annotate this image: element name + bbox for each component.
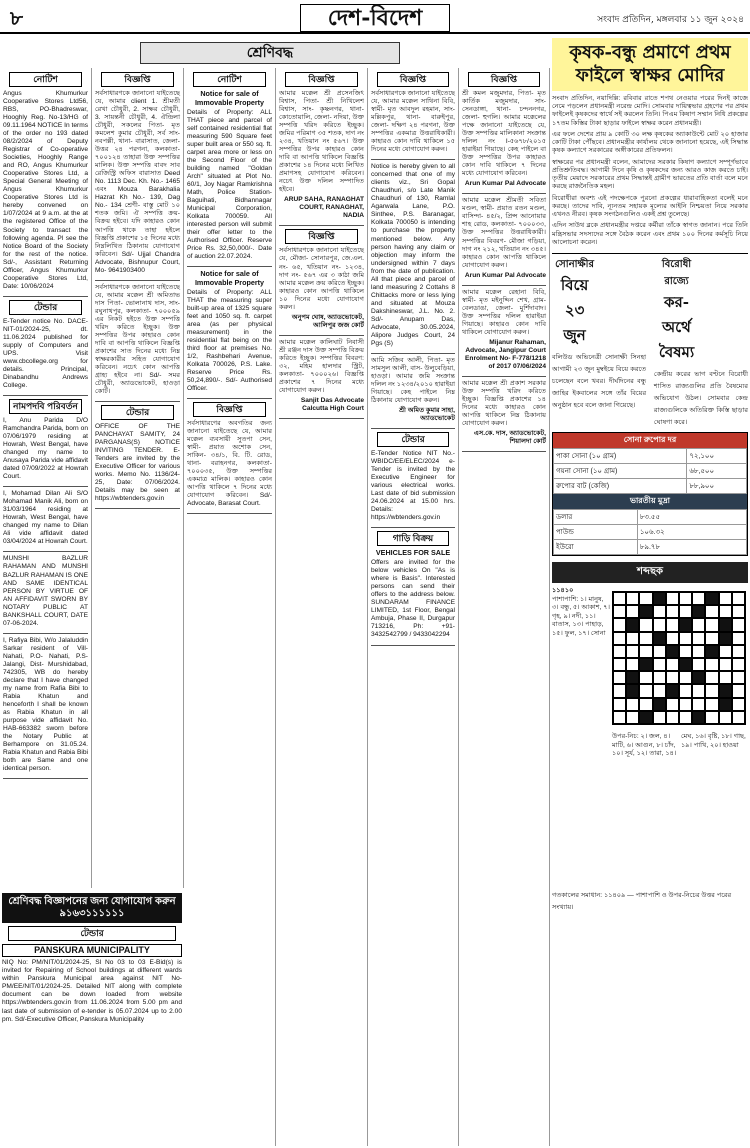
panskura-tender-body: NIQ No: PM/NIT/01/2024-25, Sl No 03 to 03 E-Bid(s) is invited for Repairing of School buildings at different wards within Panskura Municipal area against NIT No-PM/EE/NIT/01/2024-25. Detailed NIT along with complete document can be down loaded from website https://wbtenders.gov.in from 11.06.2024 from 5.00 pm and last date of submission of e-tender is 05.07.2024 up to 2.00 pm. Sd/-Executive Officer, Panskura Municipality — [2, 959, 182, 1023]
crossword-cell[interactable] — [679, 711, 692, 724]
crossword-cell[interactable] — [692, 684, 705, 697]
news-column — [552, 38, 748, 1146]
announcement-label-2: বিজ্ঞপ্তি — [193, 402, 266, 417]
crossword-cell[interactable] — [626, 658, 639, 671]
crossword-cell[interactable] — [705, 618, 718, 631]
crossword-cell[interactable] — [653, 711, 666, 724]
crossword-cell[interactable] — [719, 605, 732, 618]
name-change-2: I, Mohamad Dilan Ali S/O Mohamad Manik Ali, born on 31/03/1964 residing at Howrah, West Bengal, have changed my name to Dilan Ali vide affidavit dated 03/04/2024 at Howrah Court. — [3, 490, 88, 552]
column-6 — [459, 68, 550, 1146]
announcement-2: সর্বসাধারণকে জানানো যাইতেছে যে, আমার মক্কেল শ্রী অমিতাভ দাস পিতা- ভোলানাথ দাস, সাং- রঘুনাথপুর, কলকাতা- ৭০০০৫৯ এর নিকট হইতে উক্ত সম্পত্তি খরিদ করিতে ইচ্ছুক। উক্ত সম্পত্তির উপর কাহারও কোন দাবি বা আপত্তি থাকিলে বিজ্ঞপ্তি প্রকাশের সাত দিনের মধ্যে নিম্ন স্বাক্ষরকারীর সহিত যোগাযোগ করিবেন। নচেৎ কোন আপত্তি গ্রাহ্য হইবে না। Sd/- সমর চৌধুরী, অ্যাডভোকেট, হাওড়া কোর্ট। — [95, 284, 180, 402]
crossword-cell[interactable] — [626, 592, 639, 605]
crossword-cell[interactable] — [705, 605, 718, 618]
crossword-cell[interactable] — [732, 592, 745, 605]
crossword-cell[interactable] — [732, 711, 745, 724]
property-sale-notice-2: Notice for sale of Immovable Property Details of Property: ALL THAT the measuring super built-up area of 1325 square feet and 1050 sq. ft. carpet area (as per physical measurement) in the residential flat being on the third floor at premises No. 1/2, Rashbehari Avenue, Kolkata 700026, P.S. Lake. Reserve Price Rs. 50,24,890/-. Sd/- Authorised Officer. — [187, 270, 272, 399]
crossword-cell[interactable] — [653, 645, 666, 658]
column-3 — [184, 68, 276, 1146]
crossword-title: শব্দছক — [552, 562, 748, 583]
crossword-clues-down: উপর-নিচ: ২। জল, ৪। মাটি, ৬। আগুন, ৮। চাঁদ, ১০। সূর্য, ১২। তারা, ১৪। মেঘ, ১৬। বৃষ্টি, ১৮। গাছ, ১৯। পাখি, ২০। হাওয়া — [612, 732, 746, 758]
tender-notice: E-Tender notice No. DACE-NIT-01/2024-25, dt. 11.06.2024 published for supply of Computers and UPS. Visit www.cbcollege.org for details. Principal, Dinabandhu Andrews College. — [3, 318, 88, 396]
crossword-cell[interactable] — [719, 645, 732, 658]
crossword-clues-across: ১১৪১০ পাশাপাশি: ১। মানুষ, ৩। বন্ধু, ৫। আকাশ, ৭। গৃহ, ৯। নদী, ১১। বাতাস, ১৩। পাহাড়, ১৫। ফুল, ১৭। সোনা — [552, 586, 610, 637]
announcement-label-6: বিজ্ঞপ্তি — [468, 72, 540, 87]
crossword-cell — [639, 711, 652, 724]
crossword-cell[interactable] — [653, 671, 666, 684]
classified-contact-banner: শ্রেণিবদ্ধ বিজ্ঞাপনের জন্য যোগাযোগ করুন ৯১৬৩১১১১১১ — [2, 893, 182, 923]
column-4 — [276, 68, 368, 1146]
tender-label-2: টেন্ডার — [101, 405, 174, 420]
crossword-cell[interactable] — [732, 698, 745, 711]
crossword-cell[interactable] — [613, 645, 626, 658]
crossword-cell[interactable] — [666, 671, 679, 684]
sub-story-1: সোনাক্ষীর বিয়ে ২৩ জুন বলিউড অভিনেত্রী সোনাক্ষী সিনহা আগামী ২৩ জুন মুম্বইয়ে বিয়ে করতে চলেছেন বলে খবর। দীর্ঘদিনের বন্ধু জাহির ইকবালের সঙ্গে তাঁর বিয়ের অনুষ্ঠান হবে বলে জানা গিয়েছে। — [552, 258, 647, 409]
name-change-4: I, Rafiya Bibi, W/o Jalaluddin Sarkar resident of Vill- Nahati, P.O- Nahati, P.S- Jalangi, Dist- Murshidabad, 742305, WB do hereby declare that I have changed my name from Rafia Bibi to Rabia Khatun and henceforth I shall be known as Rabia Khatun in all purpose vide affidavit No. HAB-663382 sworn before the Notary Public at Berhampore on 31.05.24. Rabia Khatun and Rabia Bibi both are Same and one identical person. — [3, 637, 88, 780]
panskura-municipality-title: PANSKURA MUNICIPALITY — [2, 944, 182, 957]
crossword-cell[interactable] — [732, 684, 745, 697]
announcement-label-3: বিজ্ঞপ্তি — [285, 72, 358, 87]
notice-label: নোটিশ — [9, 72, 82, 87]
crossword-cell[interactable] — [666, 605, 679, 618]
crossword-cell[interactable] — [639, 592, 652, 605]
crossword-cell[interactable] — [639, 698, 652, 711]
crossword-cell — [719, 684, 732, 697]
announcement-9: আমার মক্কেল শ্রীমতী সবিতা মণ্ডল, স্বামী- প্রয়াত রতন মণ্ডল, বাসিন্দা- ৪৫/২, প্রিন্স আনোয়ার শাহ রোড, কলকাতা- ৭০০০৩৩, উক্ত সম্পত্তির উত্তরাধিকারী। সম্পত্তির বিবরণ- মৌজা গড়িয়া, দাগ নং ২১২, খতিয়ান নং ৩৪৫। কাহারও কোন আপত্তি থাকিলে যোগাযোগ করুন। Arun Kumar Pal Advocate — [462, 197, 546, 285]
crossword-cell[interactable] — [613, 605, 626, 618]
tender-label: টেন্ডার — [9, 300, 82, 315]
crossword-cell[interactable] — [732, 605, 745, 618]
classified-columns — [0, 68, 550, 1146]
crossword-cell[interactable] — [679, 592, 692, 605]
announcement-1: সর্বসাধারণকে জানানো যাইতেছে যে, আমার client 1. শ্রীমতী রেখা চৌধুরী, 2. সাক্ষর চৌধুরী, 3. সায়ন্তনী চৌধুরী, 4. ঐন্দ্রিলা চৌধুরী, সকলের পিতা- মৃত কমলেশ কুমার চৌধুরী, সর্ব সাং- নবপল্লী, থানা- বারাসাত, জেলা- উত্তর ২৪ পরগনা, কলকাতা- ৭০০১২৪ তাহারা উক্ত সম্পত্তির মালিক। উক্ত সম্পত্তি বাবদ সাব রেজিস্ট্রি অফিস বারাসাত Deed No. 1113 Dec. Kh. No.- 1465 এবং Mouza Barakhalia Hazrat Kh No.- 139, Dag No.- 134 শ্রেণী- বাস্তু মোট ১০ শতক জমি। ঐ সম্পত্তি ক্রয়-বিক্রয় হইবে। যদি কাহারও কোন আপত্তি থাকে তাহা হইলে বিজ্ঞপ্তি প্রকাশের ১৫ দিনের মধ্যে নিম্নলিখিত ঠিকানায় যোগাযোগ করিবেন। Sd/- Ujjal Chandra Advocate, Bishnupur Court, Mo- 9641903400 — [95, 90, 180, 281]
lost-document-notice: আমি সজিব আলী, পিতা- মৃত সামসুল আলী, বাস- উলুবেড়িয়া, হাওড়া। আমার জমি সংক্রান্ত দলিল নং ১২৩৪/২০১০ হারাইয়া গিয়াছে। কেহ পাইলে নিম্ন ঠিকানায় যোগাযোগ করুন। শ্রী অমিত কুমার সাহা, অ্যাডভোকেট — [371, 357, 455, 429]
crossword-cell[interactable] — [613, 698, 626, 711]
crossword-cell[interactable] — [705, 671, 718, 684]
vehicle-sale-label: গাড়ি বিক্রয় — [377, 531, 449, 546]
crossword-cell[interactable] — [639, 618, 652, 631]
crossword-cell[interactable] — [679, 645, 692, 658]
crossword-cell[interactable] — [626, 632, 639, 645]
crossword-cell — [666, 645, 679, 658]
crossword-cell[interactable] — [719, 658, 732, 671]
crossword-cell — [705, 592, 718, 605]
crossword-solution: গতকালের সমাধান: ১১৪০৯ — পাশাপাশি ও উপর-নিচের উত্তর পরের সংখ্যায়। — [552, 891, 732, 911]
announcement-3: সর্বসাধারণের অবগতির জন্য জানানো যাইতেছে যে, আমার মক্কেল ব্যবসায়ী সুতপা সেন, স্বামী- প্রয়াত অশোক সেন, সাকিন- ৩৪/১, বি. টি. রোড, থানা- বরাহনগর, কলকাতা- ৭০০০৩৫, উক্ত সম্পত্তির একমাত্র মালিক। কাহারও কোন আপত্তি থাকিলে ৭ দিনের মধ্যে যোগাযোগ করিবেন। Sd/- Advocate, Barasat Court. — [187, 420, 272, 514]
crossword-cell[interactable] — [732, 658, 745, 671]
classified-section-heading: শ্রেণিবদ্ধ — [140, 42, 400, 64]
crossword-cell — [679, 658, 692, 671]
crossword-cell[interactable] — [705, 711, 718, 724]
crossword-cell[interactable] — [692, 632, 705, 645]
crossword-cell — [666, 684, 679, 697]
announcement-label: বিজ্ঞপ্তি — [101, 72, 174, 87]
crossword-cell[interactable] — [613, 684, 626, 697]
crossword-cell[interactable] — [653, 605, 666, 618]
crossword-cell[interactable] — [692, 645, 705, 658]
crossword-cell[interactable] — [666, 592, 679, 605]
crossword-cell[interactable] — [732, 618, 745, 631]
crossword-cell — [639, 658, 652, 671]
crossword-cell[interactable] — [653, 618, 666, 631]
crossword-cell — [626, 618, 639, 631]
crossword-cell — [719, 618, 732, 631]
bottom-left-ads — [0, 888, 184, 1146]
sub-stories — [552, 253, 748, 428]
crossword-cell[interactable] — [613, 618, 626, 631]
crossword-cell — [626, 671, 639, 684]
crossword-cell[interactable] — [639, 645, 652, 658]
crossword-cell — [679, 618, 692, 631]
crossword-cell[interactable] — [679, 632, 692, 645]
crossword-cell[interactable] — [613, 658, 626, 671]
name-change-label: নামপদবি পরিবর্তন — [9, 399, 82, 414]
crossword-cell — [653, 632, 666, 645]
crossword-cell[interactable] — [666, 658, 679, 671]
crossword-cell — [692, 605, 705, 618]
crossword-cell — [692, 671, 705, 684]
main-story: সংবাদ প্রতিদিন, নয়াদিল্লি: রবিবার রাতে শপথ নেওয়ার পরের দিনই কাজে নেমে পড়লেন প্রধানমন্ত্রী নরেন্দ্র মোদি। সোমবার দায়িত্বভার গ্রহণের পর প্রথম ফাইলেই কৃষকদের স্বার্থে সই করলেন তিনি। পিএম কিষাণ সম্মান নিধি প্রকল্পের ১৭তম কিস্তির টাকা ছাড়ার ফাইলে স্বাক্ষর করেন প্রধানমন্ত্রী। এর ফলে দেশের প্রায় ৯ কোটি ৩০ লক্ষ কৃষকের অ্যাকাউন্টে মোট ২০ হাজার কোটি টাকা পৌঁছবে। প্রধানমন্ত্রীর কার্যালয় থেকে জানানো হয়েছে, এই সিদ্ধান্ত কৃষক কল্যাণে সরকারের অঙ্গীকারের প্রতিফলন। স্বাক্ষরের পর প্রধানমন্ত্রী বলেন, আমাদের সরকার কিষাণ কল্যাণে সম্পূর্ণভাবে প্রতিশ্রুতিবদ্ধ। আগামী দিনে কৃষি ও কৃষকদের জন্য আরও কাজ করতে চাই। তৃতীয় মেয়াদে সরকারের প্রথম সিদ্ধান্তই গ্রামীণ ভারতের প্রতি বার্তা বলে মনে করছে রাজনৈতিক মহল। বিরোধীরা অবশ্য এই পদক্ষেপকে পুরনো প্রকল্পের ধারাবাহিকতা বলেই মনে করছে। তাদের দাবি, ন্যূনতম সহায়ক মূল্যের আইনি নিশ্চয়তা নিয়ে সরকার এখনও নীরব। কৃষক সংগঠনগুলিও একই প্রশ্ন তুলেছে। এদিন সাউথ ব্লকে প্রধানমন্ত্রীর দপ্তরে কর্মীরা তাঁকে স্বাগত জানান। পরে তিনি মন্ত্রিসভার সদস্যদের সঙ্গে বৈঠক করেন এবং প্রথম ১০০ দিনের কর্মসূচি নিয়ে আলোচনা করেন। — [552, 95, 748, 246]
gold-price-row: গয়না সোনা (১০ গ্রাম) ৬৮,৫০০ — [554, 463, 747, 478]
crossword-grid[interactable] — [612, 591, 746, 725]
crossword-cell[interactable] — [626, 698, 639, 711]
cooperative-notice: Angus Khumurkur Cooperative Stores Ltd56, RBS, PO-Bhadreswar, Hooghly Reg. No-13/HG of 09.11.1964 NOTICE In terms of the order no 193 dated 08/2/2024 of Deputy Registrar of Co-operative Societies, Hooghly Range and RO, Angus Khumurkur Cooperative Stores Ltd, a Special General Meeting of Angus Khumurkur Cooperative Stores Ltd is hereby convened on 1/07/2024 at 9 a.m. at the at the registered Office of the Society to transact the following agenda. Pl see the Notice Board of the Society for the rest of the notice. Sd/-, Assistant Returning Officer, Angus Khumurkur Cooperative Stores Ltd, Date: 10/06/2024 — [3, 90, 88, 297]
etender-notice: E-Tender Notice NIT No.- WBIDC/EE/ELEC/2024 e-Tender is invited by the Executive Engineer for various electrical works. Last date of bid submission 24.06.2024 at 15.00 hrs. Details: https://wbtenders.gov.in — [371, 450, 455, 528]
crossword-cell[interactable] — [692, 658, 705, 671]
crossword-cell[interactable] — [639, 684, 652, 697]
crossword-cell[interactable] — [692, 698, 705, 711]
crossword-cell[interactable] — [626, 645, 639, 658]
gold-price-table — [553, 448, 747, 494]
page-number: ৮ — [10, 6, 23, 30]
crossword-cell — [626, 684, 639, 697]
announcement-7: সর্বসাধারণকে জানানো যাইতেছে যে, আমার মক্কেল সাথিনা বিবি, স্বামী- মৃত আবদুল রহমান, সাং- মল্লিকপুর, থানা- বারুইপুর, জেলা- দক্ষিণ ২৪ পরগনা, উক্ত সম্পত্তির একমাত্র উত্তরাধিকারী। কাহারও কোন দাবি থাকিলে ১৫ দিনের মধ্যে যোগাযোগ করুন। — [371, 90, 455, 160]
crossword-cell[interactable] — [666, 632, 679, 645]
crossword-cell[interactable] — [613, 632, 626, 645]
crossword — [552, 583, 748, 913]
crossword-cell[interactable] — [679, 698, 692, 711]
announcement-label-4: বিজ্ঞপ্তি — [285, 229, 358, 244]
currency-row: ডলার ৮৩.৫৫ — [554, 509, 747, 524]
crossword-cell[interactable] — [692, 618, 705, 631]
crossword-cell[interactable] — [653, 658, 666, 671]
crossword-cell[interactable] — [653, 684, 666, 697]
crossword-cell[interactable] — [666, 711, 679, 724]
crossword-cell[interactable] — [679, 671, 692, 684]
gold-price-box: সোনা রুপোর দর পাকা সোনা (১০ গ্রাম) ৭২,১০০ গয়না সোনা (১০ গ্রাম) ৬৮,৫০০ রুপোর বাট (কেজি) ৮৮,৯০০ ভারতীয় মুদ্রা ডলার ৮৩.৫৫ পাউন্ড ১০৬.৩২ ইউরো ৮৯.৭৮ — [552, 432, 748, 556]
publication-date: সংবাদ প্রতিদিন, মঙ্গলবার ১১ জুন ২০২৪ — [597, 15, 744, 25]
name-change-3: MUNSHI BAZLUR RAHAMAN AND MUNSHI BAZLUR RAHAMAN IS ONE AND SAME IDENTICAL PERSON BY VIRTUE OF AN AFFIDAVIT SWORN BY NOTARY PUBLIC AT BANKSHALL COURT, DATE 07-06-2024. — [3, 555, 88, 633]
crossword-cell[interactable] — [732, 645, 745, 658]
announcement-11: আমার মক্কেল শ্রী প্রকাশ সরকার উক্ত সম্পত্তি খরিদ করিতে ইচ্ছুক। বিজ্ঞপ্তি প্রকাশের ১৪ দিনের মধ্যে কাহারও কোন আপত্তি থাকিলে নিম্ন ঠিকানায় যোগাযোগ করুন। এস.কে. দাস, অ্যাডভোকেট, শিয়ালদা কোর্ট — [462, 380, 546, 452]
purchase-notice-english: Notice is hereby given to all concerned that one of my clients viz., Sri Gopal Chaudhuri, s/o Late Manik Chaudhuri of 130, Ramlal Agarwala Lane, P.O. Sinthee, P.S. Baranagar, Kolkata 700050 is intending to purchase the property mentioned below. Any person having any claim or objection may inform the undersigned within 7 days from the date of publication. All that piece and parcel of land measuring 2 Cottahs 8 Chittacks more or less lying and situated at Mouza Dakshineswar, J.L. No. 2. Sd/- Anupam Das, Advocate, 30.05.2024, Alipore Judges Court, 24 Pgs (S) — [371, 163, 455, 354]
currency-table — [553, 509, 747, 555]
crossword-cell[interactable] — [719, 671, 732, 684]
crossword-cell[interactable] — [732, 671, 745, 684]
crossword-cell[interactable] — [679, 684, 692, 697]
crossword-cell[interactable] — [626, 711, 639, 724]
crossword-cell — [719, 632, 732, 645]
crossword-cell[interactable] — [626, 605, 639, 618]
vehicle-sale-notice: VEHICLES FOR SALE Offers are invited for the below vehicles On "As is where is Basis". Interested persons can send their offers to the address below. SUNDARAM FINANCE LIMITED, 1st Floor, Bengal Ambuja, Phase II, Durgapur 713216, Ph: +91-3432542799 / 9433042294 — [371, 549, 455, 645]
tender-label-3: টেন্ডার — [377, 432, 449, 447]
announcement-5: সর্বসাধারণকে জানানো যাইতেছে যে, মৌজা- সোনারপুর, জে.এল. নং- ৬৫, খতিয়ান নং- ১২৩৪, দাগ নং- ৫৬৭ এর ৩ কাঠা জমি আমার মক্কেল ক্রয় করিতে ইচ্ছুক। কাহারও কোন আপত্তি থাকিলে ১০ দিনের মধ্যে যোগাযোগ করুন। অনুপম ঘোষ, অ্যাডভোকেট, আলিপুর জজ কোর্ট — [279, 247, 364, 335]
crossword-cell[interactable] — [719, 592, 732, 605]
crossword-cell[interactable] — [705, 698, 718, 711]
notice-label-2: নোটিশ — [193, 72, 266, 87]
sub-story-2: বিরোধী রাজ্যে কর-অর্থে বৈষম্য কেন্দ্রীয় করের ভাগ বণ্টনে বিরোধী শাসিত রাজ্যগুলির প্রতি বৈষম্যের অভিযোগ উঠল। সোমবার কেন্দ্র রাজ্যগুলিকে অতিরিক্ত কিস্তি ছাড়ার ঘোষণা করে। — [653, 258, 748, 426]
crossword-cell — [653, 592, 666, 605]
gold-price-row: রুপোর বাট (কেজি) ৮৮,৯০০ — [554, 478, 747, 493]
currency-row: পাউন্ড ১০৬.৩২ — [554, 524, 747, 539]
property-sale-notice-1: Notice for sale of Immovable Property Details of Property: ALL THAT piece and parcel of self contained residential flat measuring 590 Square feet super built area or 550 sq. ft. carpet area more or less on the Second Floor of the building named "Goldan Arch" situated at Plot No. 60/1, Joy Nagar Ramkrishna Math, Police Station- Baguihati, Bidhannagar Municipal Corporation, Kolkata 700059. All interested person will submit their offer letter to the Authorised Officer. Reserve Price Rs. 32,50,000/-. Date of auction 22.07.2024. — [187, 90, 272, 267]
crossword-cell[interactable] — [666, 618, 679, 631]
crossword-cell — [639, 605, 652, 618]
crossword-cell[interactable] — [692, 592, 705, 605]
tender-label-4: টেন্ডার — [8, 926, 176, 941]
name-change-1: I, Anu Parida D/O Ramchandra Parida, born on 07/06/1979 residing at Howrah, West Bengal, have changed my name to Anusaya Parida vide affidavit dated 07/09/2022 at Howrah Court. — [3, 417, 88, 487]
crossword-cell — [692, 711, 705, 724]
crossword-cell[interactable] — [732, 632, 745, 645]
crossword-cell[interactable] — [705, 684, 718, 697]
gold-price-row: পাকা সোনা (১০ গ্রাম) ৭২,১০০ — [554, 448, 747, 463]
announcement-10: আমার মক্কেল রেহানা বিবি, স্বামী- মৃত মইনুদ্দিন শেখ, গ্রাম- বেলডাঙা, জেলা- মুর্শিদাবাদ। উক্ত সম্পত্তির দলিল হারাইয়া গিয়াছে। কাহারও কোন দাবি থাকিলে যোগাযোগ করুন। Mijanur Rahaman, Advocate, Jangipur Court Enrolment No- F-778/1218 of 2017 07/06/2024 — [462, 289, 546, 377]
announcement-6: আমার মক্কেল কালিঘাট নিবাসী শ্রী রঞ্জন দাস উক্ত সম্পত্তি বিক্রয় করিতে ইচ্ছুক। সম্পত্তির বিবরণ: ৩২, মহিম হালদার স্ট্রিট, কলকাতা- ৭০০০২৬। বিজ্ঞপ্তি প্রকাশের ৭ দিনের মধ্যে যোগাযোগ করুন। Sanjit Das Advocate Calcutta High Court — [279, 339, 364, 419]
crossword-cell[interactable] — [705, 658, 718, 671]
announcement-label-5: বিজ্ঞপ্তি — [377, 72, 449, 87]
crossword-cell[interactable] — [719, 711, 732, 724]
main-headline: কৃষক-বন্ধু প্রমাণে প্রথম ফাইলে স্বাক্ষর মোদির — [552, 38, 748, 91]
column-5 — [368, 68, 459, 1146]
crossword-cell[interactable] — [639, 632, 652, 645]
announcement-4: আমার মক্কেল শ্রী প্রসেনজিৎ বিশ্বাস, পিতা- শ্রী নিখিলেশ বিশ্বাস, সাং- কৃষ্ণনগর, থানা- কোতোয়ালি, জেলা- নদিয়া, উক্ত সম্পত্তি খরিদ করিতে ইচ্ছুক। জমির পরিমাণ ৩৫ শতক, দাগ নং ২৩৪, খতিয়ান নং ৫৬৭। উক্ত সম্পত্তির উপর কাহারও কোন দাবি বা আপত্তি থাকিলে বিজ্ঞপ্তি প্রকাশের ১৪ দিনের মধ্যে লিখিত প্রমাণসহ যোগাযোগ করিবেন। নচেৎ উক্ত দলিল সম্পাদিত হইবে। ARUP SAHA, RANAGHAT COURT, RANAGHAT, NADIA — [279, 90, 364, 227]
crossword-cell[interactable] — [613, 671, 626, 684]
crossword-cell[interactable] — [613, 592, 626, 605]
panchayat-tender: OFFICE OF THE PANCHAYAT SAMITY, 24 PARGANAS(S) NOTICE INVITING TENDER. E-Tenders are invited by the Executive Officer for various works. Memo No. 1136/24-25, Date: 07/06/2024. Details may be seen at https://wbtenders.gov.in — [95, 423, 180, 509]
masthead — [0, 0, 750, 34]
crossword-cell[interactable] — [639, 671, 652, 684]
page-section-title: দেশ-বিদেশ — [300, 4, 450, 32]
announcement-8: শ্রী কমল মজুমদার, পিতা- মৃত কার্তিক মজুমদার, সাং- সেনডাঙ্গা, থানা- চন্দননগর, জেলা- হুগলি। আমার মক্কেলের পক্ষে জানানো যাইতেছে যে, উক্ত সম্পত্তির মালিকানা সংক্রান্ত দলিল নং I-৫৬৭৮/২০১৫ হারাইয়া গিয়াছে। কেহ পাইলে বা উক্ত সম্পত্তির উপর কাহারও কোন দাবি থাকিলে ৭ দিনের মধ্যে যোগাযোগ করিবেন। Arun Kumar Pal Advocate — [462, 90, 546, 194]
crossword-cell — [653, 698, 666, 711]
crossword-cell[interactable] — [679, 605, 692, 618]
crossword-cell[interactable] — [666, 698, 679, 711]
crossword-cell — [705, 645, 718, 658]
crossword-cell[interactable] — [705, 632, 718, 645]
currency-row: ইউরো ৮৯.৭৮ — [554, 539, 747, 554]
crossword-cell — [719, 698, 732, 711]
crossword-cell[interactable] — [613, 711, 626, 724]
